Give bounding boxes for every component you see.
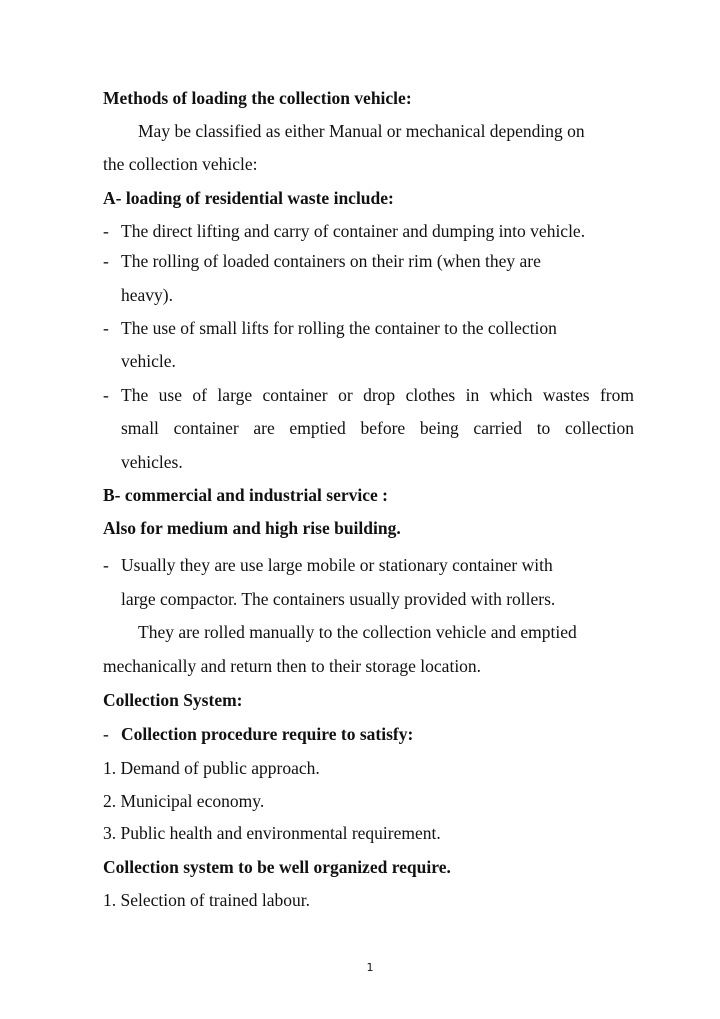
organized-item-1: 1. Selection of trained labour. — [103, 890, 311, 910]
a-item-3-line-1: The use of small lifts for rolling the container to the collection — [121, 318, 557, 338]
paragraph-classified-line-1: May be classified as either Manual or mechanical depending on — [138, 121, 585, 141]
section-heading-collection-system: Collection System: — [103, 690, 243, 710]
a-item-4-line-1: The use of large container or drop clothes in which wastes from — [121, 385, 634, 405]
requirement-item-3: 3. Public health and environmental requirement. — [103, 823, 441, 843]
bullet-dash: - — [103, 221, 109, 241]
bullet-dash: - — [103, 724, 109, 744]
requirement-item-2: 2. Municipal economy. — [103, 791, 265, 811]
a-item-2-line-1: The rolling of loaded containers on their rim (when they are — [121, 251, 541, 271]
a-item-3-line-2: vehicle. — [121, 351, 176, 371]
a-item-4-line-2: small container are emptied before being carried to collection — [121, 418, 634, 438]
requirement-item-1: 1. Demand of public approach. — [103, 758, 320, 778]
page-number: 1 — [366, 961, 374, 974]
a-item-2-line-2: heavy). — [121, 285, 173, 305]
section-heading-methods: Methods of loading the collection vehicle: — [103, 88, 412, 108]
paragraph-rolled-line-1: They are rolled manually to the collection vehicle and emptied — [138, 622, 577, 642]
bullet-dash: - — [103, 555, 109, 575]
bullet-dash: - — [103, 251, 109, 271]
section-heading-well-organized: Collection system to be well organized require. — [103, 857, 451, 877]
bullet-dash: - — [103, 385, 109, 405]
collection-procedure-heading: Collection procedure require to satisfy: — [121, 724, 414, 744]
a-item-1-line-1: The direct lifting and carry of container and dumping into vehicle. — [121, 221, 586, 241]
section-subheading-b: Also for medium and high rise building. — [103, 518, 401, 538]
section-heading-a: A- loading of residential waste include: — [103, 188, 394, 208]
bullet-dash: - — [103, 318, 109, 338]
paragraph-rolled-line-2: mechanically and return then to their storage location. — [103, 656, 482, 676]
paragraph-classified-line-2: the collection vehicle: — [103, 154, 258, 174]
b-item-1-line-2: large compactor. The containers usually provided with rollers. — [121, 589, 556, 609]
a-item-4-line-3: vehicles. — [121, 452, 183, 472]
b-item-1-line-1: Usually they are use large mobile or stationary container with — [121, 555, 553, 575]
section-heading-b: B- commercial and industrial service : — [103, 485, 388, 505]
